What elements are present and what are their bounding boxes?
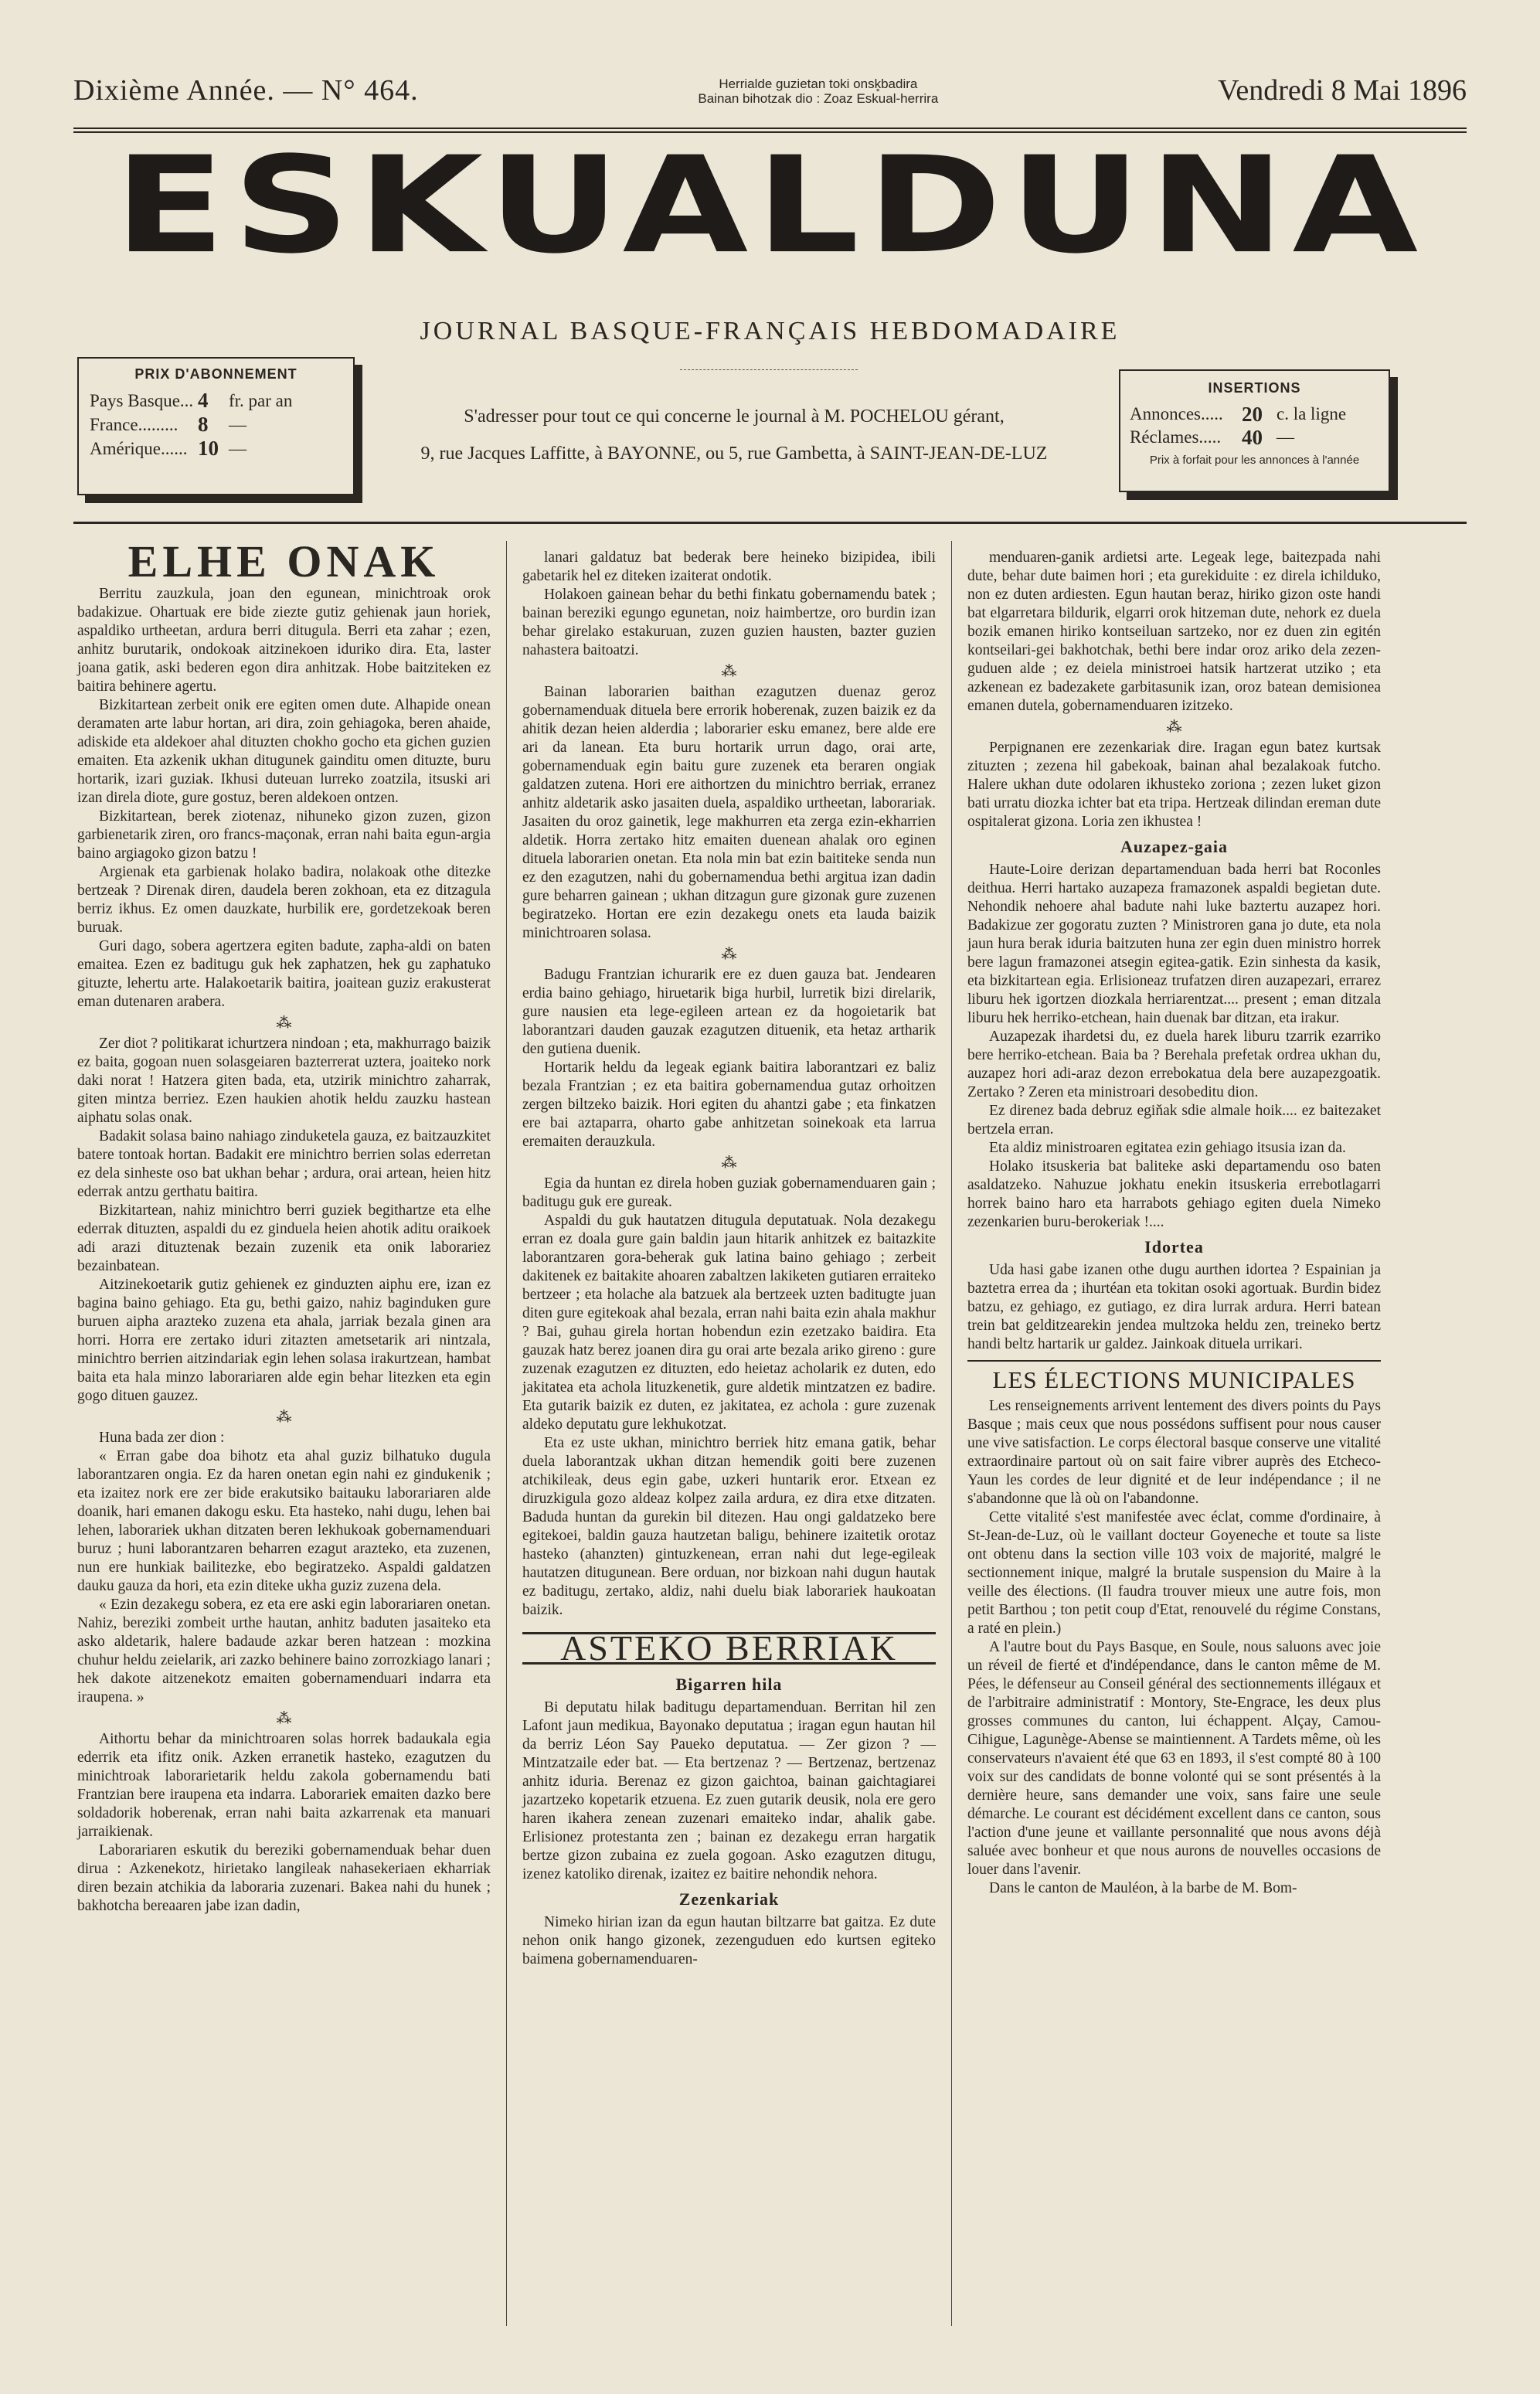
row-label: Annonces..... bbox=[1130, 404, 1223, 423]
subscription-row bbox=[79, 437, 353, 461]
paragraph: Aithortu behar da minichtroaren solas horrek badaukala egia ederrik eta ifitz onik. Azken erranetik hasteko, ezagutzen du minichtroak laborarietarik heldu zakola gobernamendu bati Frantzian bere iraupena eta indarra. Laborariek emaiten dazko bere soldadorik hoberenak, erran nahi baita azkarrenak eta manuari jarraikienak. bbox=[77, 1731, 491, 1840]
column-divider bbox=[506, 541, 507, 2326]
paragraph: « Ezin dezakegu sobera, ez eta ere aski egin laborariaren onetan. Nahiz, bereziki zombeit urthe hautan, anhitz baduten jasaiteko eta asko aldetarik, halere badaude azkar beren hatzean : mozkina chuhur heldu zeielarik, ari zazko behinere baino zorrozkiago lanari ; hek dakote aitzenekotz emaiten gobernamenduari indarra eta iraupena. » bbox=[77, 1597, 491, 1705]
insertions-box bbox=[1119, 369, 1390, 492]
insertions-row bbox=[1120, 426, 1389, 449]
columns-top-rule bbox=[73, 522, 1467, 524]
subheading-auzapez-gaia: Auzapez-gaia bbox=[1120, 837, 1229, 856]
paragraph: lanari galdatuz bat bederak bere heineko bizipidea, ibili gabetarik hel ez diteken izaiterat ondotik. bbox=[522, 549, 936, 584]
paragraph: Berritu zauzkula, joan den egunean, minichtroak orok badakizue. Ohartuak ere bide ziezte gutiz gehienak jaun horiek, aspaldiko urtheetan, ardura berri ditugula. Berri eta zahar ; ezen, anhitz burutarik, ondokoak aitzinekoen iduriko dira. Eta, laster joana gatik, aski bederen egon dira anhitzak. Hobe baitziteken ez baitira behinere agertu. bbox=[77, 586, 491, 695]
subheading-zezenkariak: Zezenkariak bbox=[678, 1889, 780, 1909]
row-price: 20 bbox=[1242, 403, 1263, 426]
paragraph: Eta aldiz ministroaren egitatea ezin gehiago itsusia izan da. bbox=[989, 1140, 1346, 1156]
address-line-2: 9, rue Jacques Laffitte, à BAYONNE, ou 5, rue Gambetta, à SAINT-JEAN-DE-LUZ bbox=[420, 444, 1048, 464]
paragraph: Nimeko hirian izan da egun hautan biltzarre bat gaitza. Ez dute nehon onik hango gizonek, zezenguduen edo kurtsen egiteko baimena gobernamenduaren- bbox=[522, 1914, 936, 1967]
subscription-heading: PRIX D'ABONNEMENT bbox=[134, 366, 297, 382]
motto-line-1: Herrialde guzietan toki onsk̥badira bbox=[719, 77, 918, 91]
paragraph: Hortarik heldu da legeak egiank baitira laborantzari ez baliz bezala Frantzian ; ez eta baitira gobernamendua gutaz orhoitzen zergen biltzeko baizik. Hori egiten du ahantzi gabe ; eta finkatzen ere bai aztaparra, oharto gabe anhitzetan soinekoak eta larrua eremaiten derauzkula. bbox=[522, 1059, 936, 1150]
asterism-ornament: ⁂ bbox=[721, 1154, 737, 1171]
paragraph: Perpignanen ere zezenkariak dire. Iragan egun batez kurtsak zituzten ; zezena hil gabekoak, bainan ahal bezalakoak futcho. Halere ukhan dute odolaren ikhusteko zoriona ; zezen luket gizon bati urratu diozka ichter bat eta tripa. Hertzeak dilindan ereman dute ospitalerat gizona. Loria zen ikhustea ! bbox=[967, 740, 1381, 830]
paragraph: Bizkitartean, nahiz minichtro berri guziek begithartze eta elhe ederrak dituzten, aspaldi du ez ginduela heien ahotik aditu oraikoek adi arazi dituztenak bezain zuzenik eta onik laborariez bezainbatean. bbox=[77, 1202, 491, 1274]
paragraph: Holakoen gainean behar du bethi finkatu gobernamendu batek ; bainan bereziki egungo egunetan, noiz haimbertze, oro burdin izan behar girelako estakuruan, zuzen guzien hausten, bazter guzien nahastera baitoatzi. bbox=[522, 587, 936, 658]
paragraph: Bainan laborarien baithan ezagutzen duenaz geroz gobernamenduak dituela bere errorik hoberenak, zuzen baizik ez da ahitik dezan heien alderdia ; laborarier esku emanez, bere alde ere ari da lanean. Eta buru hortarik urrun dago, orai arte, gobernamenduak egin baitu gure zuzenek eta beraren ongiak galdatzen zutena. Hori ere aithortzen du minichtro berriak, erranez anhitz aldetarik asko jasaiten duela, aspaldiko urtheetan, laborariak. Jasaiten du oroz gainetik, lege makhurren eta zerga ezin-ekharrien aldetik. Horra zertako hitz emaiten duenean ahalak oro eginen dituela laborarien onetan. Eta nola min bat ezin baititeke senda nun ez den ezagutzen, nahi du gobernamendua bethi argitua izan dadin gure beharren gainean ; ukhan ditzagun gure gizonak gure zuzenen begiratzeko. Hortan ere ezin dezakegu onets eta lauda baizik minichtroaren solasa. bbox=[522, 684, 936, 941]
paragraph: Laborariaren eskutik du bereziki gobernamenduak behar duen dirua : Azkenekotz, hirietako langileak nahasekeriaen ekharriak diren bezain atchikia da laboraria zuzenari. Bakea nahi du hunek ; bakhotcha bereaaren jabe izan dadin, bbox=[77, 1842, 491, 1914]
row-price: 10 bbox=[198, 437, 219, 460]
article-heading-elhe-onak: ELHE ONAK bbox=[127, 536, 440, 587]
paragraph: Eta ez uste ukhan, minichtro berriek hitz emana gatik, behar duela laborantzak ukhan ditzan hemendik goiti bere zuzenen atchikileak, deus egin gabe, uzkeri huntarik eror. Etxean ez diruzkigula gozo aldeaz kolpez zaila ardura, ez dira etxe ditzaten. Baduda huntan da gurekin bil ditezen. Hau ongi galdatzeko bere egitekoei, baldin gauza hautzetan baligu, behinere izaitetik orotaz hasteko (ahanzten) gintuzkenean, erran nahi dut lege-egileak hautatzen ditugunean. Bere orduan, nor bizkoan nahi dugun hautak ez baditugu, zertako, aldiz, nahi duelu biak laborariek haukoatan baizik. bbox=[522, 1435, 936, 1618]
column-2 bbox=[522, 549, 936, 1969]
insertions-row bbox=[1120, 403, 1389, 426]
row-label: Réclames..... bbox=[1130, 427, 1222, 447]
paragraph: Bizkitartean zerbeit onik ere egiten omen dute. Alhapide onean deramaten arte labur hortan, ari dira, zoin gehiagoka, beren ahaide, adiskide eta aldekoer ahal dituzten chokho gocho eta gichen guzien emaiten. Eta azkenik ukhan ditugunek gainditu omen dituzte, buru hortarik, izari guziak. Ikhusi duteuan lurreko zoatzila, itsuski ari izan direla diote, gure gostuz, beren aldekoen ontzen. bbox=[77, 697, 491, 806]
asterism-ornament: ⁂ bbox=[276, 1015, 292, 1032]
paragraph: Les renseignements arrivent lentement des divers points du Pays Basque ; mais ceux que nous possédons suffisent pour nous causer une vive satisfaction. Le corps électoral basque conserve une vitalité extraordinaire partout où on sait faire vibrer auprès des Etcheco-Yaun les cordes de leur dignité et de leur indépendance ; il ne s'abandonne que là où on l'abandonne. bbox=[967, 1398, 1381, 1507]
row-label: Pays Basque... bbox=[90, 391, 194, 410]
paragraph: « Erran gabe doa bihotz eta ahal guziz bilhatuko dugula laborantzaren ongia. Ez da haren onetan egin nahi ez gindukenik ; eta izaitez nork ere zer bide erakutsiko baitauku laborariaren alde doanik, hari emanen dakogu esku. Eta hasteko, nahi dugu, lehen bai lehen, laborariek ukhan ditzaten beren lekhukoak gobernamenduari buruz ; huni laborantzaren beharren ezagut arazteko, eta zuzenen, nun ere hunkiak bailitezke, ebo begiratzeko. Aspaldi galdatzen dauku gauza da hori, eta ezin diteke ukha guziz zuzena dela. bbox=[77, 1448, 491, 1594]
row-unit: — bbox=[229, 439, 246, 458]
row-price: 4 bbox=[198, 389, 209, 412]
motto-line-2: Bainan bihotzak dio : Zoaz Eskual-herrira bbox=[698, 91, 939, 106]
row-unit: c. la ligne bbox=[1277, 404, 1347, 423]
subheading-bigarren-hila: Bigarren hila bbox=[675, 1675, 783, 1694]
subheading-idortea: Idortea bbox=[1144, 1237, 1204, 1257]
paragraph: Argienak eta garbienak holako badira, nolakoak othe ditezke bertzeak ? Direnak diren, daudela beren zokhoan, eta ez ditzagula berriz ikhus. Ez omen dauzkate, hurbilik ere, gordetzekoak beren buruak. bbox=[77, 864, 491, 936]
paragraph: Badugu Frantzian ichurarik ere ez duen gauza bat. Jendearen erdia baino gehiago, hiruetarik biga hurbil, lurretik bizi direlarik, gure nausien eta lege-egileen artean ez da hogoietarik bat laborantzari dauden gauzak ezagutzen dituenik, eta hetaz artharik den gutiena duenik. bbox=[522, 967, 936, 1057]
paragraph: menduaren-ganik ardietsi arte. Legeak lege, baitezpada nahi dute, behar dute baimen hori ; eta gurekiduite : ez direla ichilduko, non ez duten ardiesten. Egun hautan beraz, hiriko gizon oste handi bat elgarretara bildurik, elgarri orok hitzeman dute, nehork ez duela bozik emanen hiriko kontseiluan sartzeko, nor ez duen zin egitén kontseilari-gei bakhotchak, bethi bere indar oroz ariko dela zezen-guduen alde ; ez deiela ministroei hatsik hartzerat utziko ; eta azkenean ez badezakete garbitasunik izan, oroz batean demisionea emanen dutela, gobernamenduaren izitzeko. bbox=[967, 549, 1381, 714]
asterism-ornament: ⁂ bbox=[721, 946, 737, 963]
column-3 bbox=[967, 549, 1381, 1898]
header-top-line bbox=[73, 73, 1467, 107]
paragraph: A l'autre bout du Pays Basque, en Soule, nous saluons avec joie un réveil de fierté et d'indépendance, dans le canton même de M. Pées, le défenseur au Conseil général des sectionnements illégaux et de l'arbitraire administratif : Montory, Ste-Engrace, les deux plus grosses communes du canton, lui échappent. Alçay, Camou-Cihigue, Lagunège-Abense se maintiennent. A Tardets même, où les conservateurs n'avaient été que 63 en 1893, il s'est compté 80 à 100 voix sur des candidats de bonne volonté qui se sont présentés à la dernière heure, sans demander une voix, sans faire une seule démarche. Le courant est décidément excellent dans ce canton, sous l'action d'une jeune et vaillante personnalité que nous avons déjà saluée avec bonheur et que nous aurons de nouvelles occasions de louer dans l'avenir. bbox=[967, 1639, 1381, 1878]
subscription-row bbox=[79, 389, 353, 413]
subscription-box bbox=[77, 357, 355, 495]
section-title-asteko-berriak: ASTEKO BERRIAK bbox=[522, 1632, 936, 1665]
column-divider bbox=[951, 541, 952, 2326]
row-price: 8 bbox=[198, 413, 209, 436]
insertions-note: Prix à forfait pour les annonces à l'année bbox=[1149, 454, 1360, 467]
masthead-title: ESKUALDUNA bbox=[114, 128, 1426, 284]
row-unit: — bbox=[1277, 427, 1294, 447]
issue-date: Vendredi 8 Mai 1896 bbox=[1218, 74, 1467, 107]
column-1 bbox=[77, 536, 491, 1916]
paragraph: Bizkitartean, berek ziotenaz, nihuneko gizon zuzen, gizon garbienetarik ziren, oro francs-maçonak, erran nahi baita egun-argia baino argiagoko gizon batzu ! bbox=[77, 808, 491, 862]
asterism-ornament: ⁂ bbox=[276, 1710, 292, 1727]
paragraph: Holako itsuskeria bat baliteke aski departamendu oso baten asaldatzeko. Nahuzue jokhatu enekin itsuskeria errebotlagarri horrek baino haro eta harrabots gehiago egiten duela Nimeko zezenkarien buru-berokeriak !.... bbox=[967, 1158, 1381, 1230]
subscription-row bbox=[79, 413, 353, 437]
asterism-ornament: ⁂ bbox=[276, 1409, 292, 1426]
paragraph: Huna bada zer dion : bbox=[99, 1430, 225, 1446]
paragraph: Egia da huntan ez direla hoben guziak gobernamenduaren gain ; baditugu guk ere gureak. bbox=[522, 1175, 936, 1210]
asterism-ornament: ⁂ bbox=[721, 663, 737, 680]
row-unit: fr. par an bbox=[229, 391, 293, 410]
edition-number: Dixième Année. — N° 464. bbox=[73, 74, 419, 107]
motto bbox=[698, 77, 938, 106]
row-unit: — bbox=[229, 415, 246, 434]
section-title-elections-municipales: LES ÉLECTIONS MUNICIPALES bbox=[967, 1360, 1381, 1389]
paragraph: Aitzinekoetarik gutiz gehienek ez ginduzten aiphu ere, izan ez bagina baino gehiago. Eta gu, bethi gaizo, nahiz baginduken gure buruen aipha arazteko zuzena eta ahala, jarriak bezala ginen ara horri. Horra ere zertako iduri zitazten ametsetarik ari nintzala, minichtro berrien aitzindariak egin lehen solasa irakurtzean, hambat baita eta hala minzo laborariaren alde egin behar litezken eta egin gogo dituen gauzez. bbox=[77, 1277, 491, 1404]
paragraph: Ez direnez bada debruz egiňak sdie almale hoik.... ez baitezaket bertzela erran. bbox=[967, 1103, 1381, 1137]
insertions-heading: INSERTIONS bbox=[1208, 380, 1301, 396]
masthead-subtitle: JOURNAL BASQUE-FRANÇAIS HEBDOMADAIRE bbox=[420, 317, 1120, 345]
subtitle-divider bbox=[680, 369, 858, 370]
paragraph: Uda hasi gabe izanen othe dugu aurthen idortea ? Espainian ja baztetra errea da ; ihurtéan eta tokitan osoki agortuak. Burdin bidez batzu, ez gehiago, ez gutiago, ez dira lurrak ardura. Herri batean trein bat gelditzearekin jendea multzoka heldu zen, treineko bertz handi beltz hartarik ur galdez. Jainkoak dituela urrikari. bbox=[967, 1262, 1381, 1352]
paragraph: Haute-Loire derizan departamenduan bada herri bat Roconles deithua. Herri hartako auzapeza framazonek aspaldi begietan dute. Nehondik nehoere ahal badute nahi luke baztertu auzapez hori. Badakizue zer gogoratu zuzten ? Ministroren gana jo dute, eta nola jaun hura berak iduria baitzuten huna zer egin duen ministro horrek bere lagun framazonei atsegin egitea-gatik. Ezin sinhesta da kasik, eta bizkitartean egia. Erlisioneaz trufatzen diren auzapezari, errarez liburu hek igortzen diozkala herriarentzat.... present ; eman ditzala liburu hek herriko-etchean, hain duenak bar ditzan, eta irakur. bbox=[967, 862, 1381, 1026]
paragraph: Auzapezak ihardetsi du, ez duela harek liburu tzarrik ezarriko bere herriko-etchean. Baia ba ? Berehala prefetak ordrea ukhan du, auzapez hori adi-araz dezon errebokatua dela bere auzapezgoatik. Zertako ? Zeren eta ministroari desobeditu dion. bbox=[967, 1029, 1381, 1100]
asterism-ornament: ⁂ bbox=[1166, 719, 1182, 736]
address-block bbox=[363, 398, 1105, 472]
paragraph: Aspaldi du guk hautatzen ditugula deputatuak. Nola dezakegu erran ez doala gure gain baldin jaun hitarik anhitzek ez baitazkite laborantzaren gora-beherak guk latina baino gehiago ; zerbeit dakitenek ez baitakite ahoaren zabaltzen lakiketen gutiaren erraiteko bertzeer ; eta holache ala batzuek ala bertzeek uzten baditugte juan diten gure egitekoak ahal bezala, erran nahi baita ezin ahala makhur ? Bai, guhau girela hortan hobendun ezin ezetzako baidira. Eta gauzak hatz berez joanen dira gu orai arte bezala ariko gireno : gure zuzenak ezagutzen ez dituzten, edo heietaz acholarik ez duten, edo jakitatea eta achola lituzkenetik, gure aldetik mintzatzen ez badire. Eta gutarik baizik ez duten, ez jakitatea, ez achola : gure zuzenak aldeko deputatu gure lekhukotzat. bbox=[522, 1212, 936, 1433]
paragraph: Cette vitalité s'est manifestée avec éclat, comme d'ordinaire, à St-Jean-de-Luz, où le vaillant docteur Goyeneche et toute sa liste ont obtenu dans la section ville 103 voix de majorité, malgré le sectionnement inique, malgré la brutale suspension du Maire à la veille des élections. (Il faudra trouver mieux une autre fois, mon petit Barthou ; ton petit coup d'Etat, renouvelé du régime Constans, a raté en plein.) bbox=[967, 1509, 1381, 1637]
paragraph: Zer diot ? politikarat ichurtzera nindoan ; eta, makhurrago baizik ez baita, gogoan nuen solasgeiaren bazterrerat uztera, joaiteko nork daki norat ! Hatzera giten bada, eta, utzirik minichtro zaharrak, giten mintza berriez. Ezen haukien ahotik heldu zauzku hastean aiphatu solas onak. bbox=[77, 1035, 491, 1126]
row-price: 40 bbox=[1242, 426, 1263, 449]
row-label: France......... bbox=[90, 415, 178, 434]
paragraph: Guri dago, sobera agertzera egiten badute, zapha-aldi on baten emaitea. Ezen ez baditugu guk hek zaphatzen, hek gu zaphatuko gituzte, lehertu arte. Halakoetarik baitira, joaitean guziz erakusterat eman dutenaren arabera. bbox=[77, 938, 491, 1010]
paragraph: Bi deputatu hilak baditugu departamenduan. Berritan hil zen Lafont jaun medikua, Bayonako deputatua ; iragan egun hautan hil da berriz Léon Say Paueko deputatua. — Zer gizon ? — Mintzatzaile eder bat. — Eta bertzenaz ? — Bertzenaz, bertzenaz anhitz iduria. Berenaz ez gizon gaichtoa, bainan gaichtagiarei jazartzeko kopetarik etzuena. Ez zuen gutarik deusik, nola ere gero haren ikahera zenean zuzenari emaiteko indar, ahalik gabe. Erlisionez protestanta zen ; bainan ez dezakegu erran hargatik bertze gizon zubaina ez zuela gogoan. Asko ezagutzen ditugu, izenez katoliko direnak, izaitez ez baitire nehondik nehora. bbox=[522, 1699, 936, 1882]
paragraph: Badakit solasa baino nahiago zinduketela gauza, ez baitzauzkitet batere tontoak hortan. Badakit ere minichtro berrien solas ederretan ez dela sinheste oso bat ukhan behar ; ardura, orai artean, heien hitz ederrak antzu gerthatu baitira. bbox=[77, 1128, 491, 1200]
row-label: Amérique...... bbox=[90, 439, 188, 458]
address-line-1: S'adresser pour tout ce qui concerne le journal à M. POCHELOU gérant, bbox=[464, 406, 1005, 427]
paragraph: Dans le canton de Mauléon, à la barbe de M. Bom- bbox=[989, 1880, 1297, 1896]
